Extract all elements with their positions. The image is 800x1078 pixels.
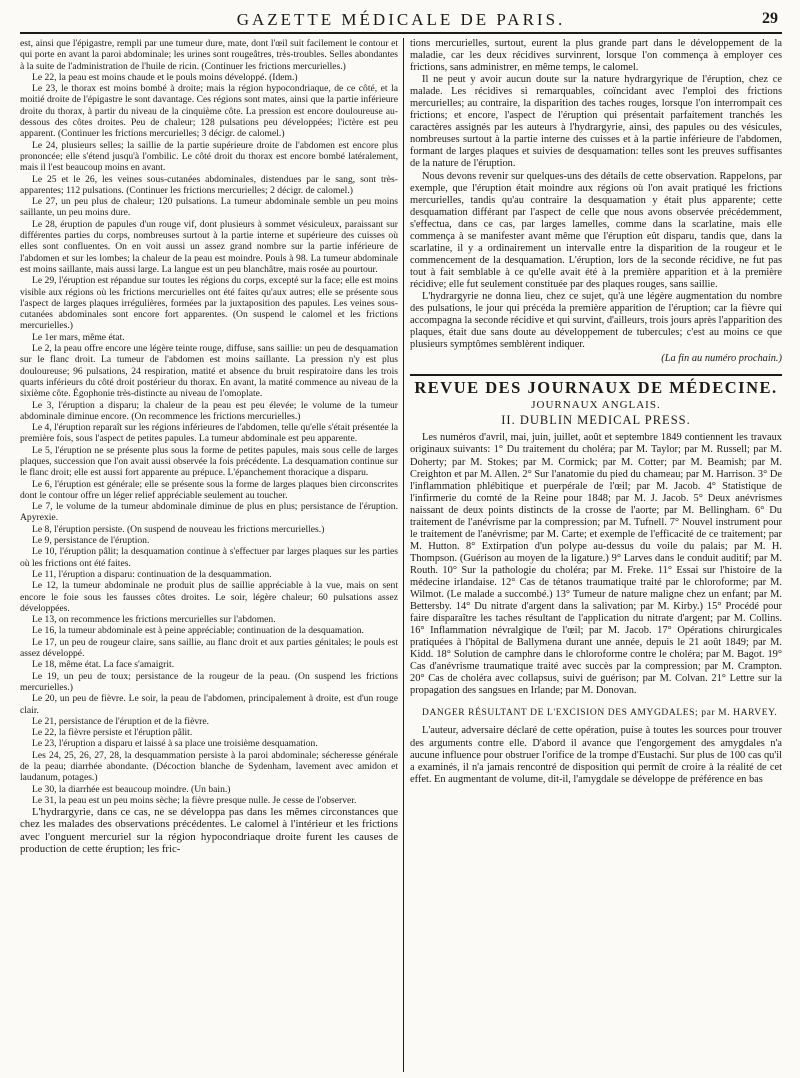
paragraph: L'hydrargyrie, dans ce cas, ne se développa pas dans les mêmes circonstances que chez les malades des observations précédentes. Le calomel à l'intérieur et les frictions avec l'onguent mercuriel sur la région hypocondriaque droite furent les causes de production de cette éruption; les fric- bbox=[20, 806, 398, 856]
paragraph: est, ainsi que l'épigastre, rempli par une tumeur dure, mate, dont l'œil suit facilement le contour et qui porte en avant la paroi abdominale; les urines sont rougeâtres, très-troubles. Selles abondantes à la suite de l'administration de l'huile de ricin. (Continuer les frictions mercurielles.) bbox=[20, 38, 398, 72]
right-column-body bbox=[410, 38, 782, 351]
left-column bbox=[20, 38, 398, 1074]
paragraph: Le 29, l'éruption est répandue sur toutes les régions du corps, excepté sur la face; elle est moins visible aux régions où les frictions mercurielles ont été faites qu'aux autres; elle se présente sous l'aspect de larges plaques irrégulières, formées par la juxtaposition des papules. Les veines sous-cutanées abdominales sont encore fort apparentes. (On suspend le calomel et les frictions mercurielles.) bbox=[20, 275, 398, 332]
journal-title: II. DUBLIN MEDICAL PRESS. bbox=[501, 413, 691, 428]
paragraph: Le 18, même état. La face s'amaigrit. bbox=[32, 659, 175, 671]
paragraph: Le 23, le thorax est moins bombé à droite; mais la région hypocondriaque, de ce côté, et la moitié droite de l'épigastre le sont davantage. Ces régions sont mates, ainsi que la partie inférieure droite du thorax, à partir du niveau de la cinquième côte. La pression est encore douloureuse au-dessous des côtes droites. Peu de chaleur; 128 pulsations peu développées; l'ictère est peu apparent. (Continuer les frictions mercurielles; 3 décigr. de calomel.) bbox=[20, 83, 398, 140]
page-number: 29 bbox=[762, 10, 778, 27]
paragraph: Le 28, éruption de papules d'un rouge vif, dont plusieurs à sommet vésiculeux, paraissant sur différentes parties du corps, nombreuses surtout à la partie interne et supérieure des cuisses où elles sont confluentes. On en voit aussi un assez grand nombre sur la partie inférieure de l'abdomen et sur les lombes; la chaleur de la peau est moindre. Pouls à 98. La tumeur abdominale est moins saillante, mais aussi large. La langue est un peu blanchâtre, mais rosée au pourtour. bbox=[20, 218, 398, 275]
page-header bbox=[20, 8, 782, 34]
paragraph: Le 19, un peu de toux; persistance de la rougeur de la peau. (On suspend les frictions mercurielles.) bbox=[20, 670, 398, 693]
paragraph: Les numéros d'avril, mai, juin, juillet, août et septembre 1849 contiennent les travaux originaux suivants: 1° Du traitement du choléra; par M. Taylor; par M. Russell; par M. Doherty; par M. Stokes; par M. Cormick; par M. Cotter; par M. Beamish; par M. Creighton et par M. Allen. 2° Sur l'anatomie du pied du chameau; par M. Harrison. 3° De l'inflammation phlébitique et puerpérale de l'œil; par M. Jacob. 4° Statistique de l'infirmerie du comté de la Reine pour 1848; par M. J. Jacob. 5° Deux anévrismes naissant de deux points distincts de la crosse de l'aorte; par M. Bellingham. 6° Du traitement de l'anévrisme par la compression; par M. Tufnell. 7° Nouvel instrument pour le traitement de l'anévrisme; par M. Carte; et exemple de l'efficacité de ce traitement; par M. Hutton. 8° Extirpation d'un polype au-dessus du voile du palais; par M. H. Thompson. (Guérison au moyen de la ligature.) 9° Larves dans le conduit auditif; par M. Routh. 10° Sur la pathologie du choléra; par M. Freke. 11° Essai sur l'histoire de la médecine irlandaise. 12° Cas de tétanos traumatique traité par le chloroforme; par M. Wilmot. (Le malade a succombé.) 13° Tumeur de nature maligne chez un enfant; par M. Bettersby. 14° Du nitrate d'argent dans la salivation; par M. Kirby.) 15° Procédé pour faire disparaître les taches résultant de l'application du nitrate d'argent; par M. Collins. 16° Inflammation névralgique de l'œil; par M. Jacob. 17° Opérations chirurgicales pratiquées à l'hôpital de Ballymena durant une année, depuis le 21 août 1849; par M. Kidd. 18° Solution de camphre dans le chloroforme contre le choléra; par M. Bagot. 19° Cas d'anévrisme traumatique traité avec succès par la compression; par M. Crampton. 20° Cas de choléra avec collapsus, suivi de guérison; par M. Colvan. 21° Lettre sur la propagation des sangsues en Irlande; par M. Donovan. bbox=[410, 432, 782, 697]
paragraph: Le 9, persistance de l'éruption. bbox=[32, 535, 150, 547]
right-column bbox=[410, 38, 782, 1074]
review-subtitle: JOURNAUX ANGLAIS. bbox=[531, 399, 661, 412]
paragraph: Le 16, la tumeur abdominale est à peine appréciable; continuation de la desquamation. bbox=[32, 625, 364, 637]
paragraph: tions mercurielles, surtout, eurent la plus grande part dans le développement de la maladie, car les deux récidives survinrent, lorsque l'on commença à employer ces frictions, sans administrer, en même temps, le calomel. bbox=[410, 38, 782, 74]
paragraph: Le 17, un peu de rougeur claire, sans saillie, au flanc droit et aux parties génitales; le pouls est assez développé. bbox=[20, 636, 398, 660]
paragraph: Le 13, on recommence les frictions mercurielles sur l'abdomen. bbox=[32, 614, 276, 626]
paragraph: Le 22, la peau est moins chaude et le pouls moins développé. (Idem.) bbox=[32, 71, 298, 83]
paragraph: Le 1er mars, même état. bbox=[32, 331, 125, 343]
paragraph: Le 12, la tumeur abdominale ne produit plus de saillie appréciable à la vue, mais on sent encore le foie sous les fausses côtes droites. Le soir, légère chaleur; 60 pulsations assez développées. bbox=[20, 580, 398, 614]
continuation-note: (La fin au numéro prochain.) bbox=[661, 353, 782, 365]
paragraph: Le 31, la peau est un peu moins sèche; la fièvre presque nulle. Je cesse de l'observer. bbox=[32, 794, 357, 806]
paragraph: Le 23, l'éruption a disparu et laissé à sa place une troisième desquamation. bbox=[32, 738, 318, 750]
paragraph: Le 20, un peu de fièvre. Le soir, la peau de l'abdomen, principalement à droite, est d'un rouge clair. bbox=[20, 693, 398, 716]
review-title: REVUE DES JOURNAUX DE MÉDECINE. bbox=[414, 378, 778, 398]
article-title: DANGER RÉSULTANT DE L'EXCISION DES AMYGDALES; par M. HARVEY. bbox=[422, 708, 778, 719]
paragraph: Le 25 et le 26, les veines sous-cutanées abdominales, distendues par le sang, sont très-apparentes; 112 pulsations. (Continuer les frictions mercurielles; 2 décigr. de calomel.) bbox=[20, 173, 398, 196]
paragraph: Le 2, la peau offre encore une légère teinte rouge, diffuse, sans saillie: un peu de desquamation sur le flanc droit. La tumeur de l'abdomen est moins saillante. La pression n'y est plus douloureuse; 96 pulsations, 24 respiration, matité et absence du bruit respiratoire dans les trois quarts inférieurs du côté droit postérieur du thorax. En avant, la matité commence au niveau de la sixième côte. Égophonie très-distincte au niveau de l'omoplate. bbox=[20, 343, 398, 400]
paragraph: Le 11, l'éruption a disparu: continuation de la desquammation. bbox=[32, 568, 272, 580]
paragraph: Le 27, un peu plus de chaleur; 120 pulsations. La tumeur abdominale semble un peu moins saillante, un peu moins dure. bbox=[20, 196, 398, 219]
section-separator bbox=[410, 374, 782, 376]
paragraph: Le 30, la diarrhée est beaucoup moindre. (Un bain.) bbox=[32, 783, 231, 795]
paragraph: Le 10, l'éruption pâlit; la desquamation continue à s'effectuer par larges plaques sur les parties où les frictions ont été faites. bbox=[20, 546, 398, 569]
article-body bbox=[410, 725, 782, 785]
paragraph: Le 4, l'éruption reparaît sur les régions inférieures de l'abdomen, telle qu'elle s'était présentée la première fois, sous l'aspect de petites papules. La tumeur abdominale est peu apparente. bbox=[20, 422, 398, 445]
paragraph: Nous devons revenir sur quelques-uns des détails de cette observation. Rappelons, par exemple, que l'éruption était moindre aux régions où l'on avait pratiqué les frictions mercurielles, tandis qu'au contraire la desquamation y était plus apparente; cette desquamation différant par l'aspect de celle que nous avons observée précédemment, s'effectua, dans ce cas, par larges lamelles, comme dans la scarlatine, mais elle commença à se manifester avant même que l'éruption eût disparu, tandis que, dans la scarlatine, il y a ordinairement un intervalle entre la disparition de la rougeur et le commencement de la desquamation. L'éruption, lors de la seconde récidive, ne fut pas tout à fait semblable à ce qu'elle avait été à la première apparition et à la première récidive; elle fut seulement constituée par des plaques rouges, sans saillie. bbox=[410, 170, 782, 290]
column-divider bbox=[403, 38, 404, 1072]
review-body bbox=[410, 432, 782, 697]
paragraph: Le 5, l'éruption ne se présente plus sous la forme de petites papules, mais sous celle de larges plaques, succession que l'on avait aussi observée la fois précédente. La desquamation continue sur le flanc droit; elle est aussi fort apparente au prépuce. L'épanchement thoracique a disparu. bbox=[20, 444, 398, 479]
paragraph: Le 8, l'éruption persiste. (On suspend de nouveau les frictions mercurielles.) bbox=[32, 523, 325, 535]
paragraph: Le 22, la fièvre persiste et l'éruption pâlit. bbox=[32, 727, 193, 739]
paragraph: Le 7, le volume de la tumeur abdominale diminue de plus en plus; persistance de l'éruption. Apyrexie. bbox=[20, 501, 398, 524]
paragraph: L'auteur, adversaire déclaré de cette opération, puise à toutes les sources pour trouver des arguments contre elle. D'abord il avance que l'engorgement des amygdales n'a aucune influence pour obstruer l'orifice de la trompe d'Eustachi. Sur plus de 100 cas qu'il a examinés, il n'a jamais rencontré de disposition qui permît de croire à la réalité de cet effet. En augmentant de volume, dit-il, l'amygdale se développe de préférence en bas bbox=[410, 725, 782, 785]
running-title: GAZETTE MÉDICALE DE PARIS. bbox=[236, 10, 566, 29]
paragraph: Il ne peut y avoir aucun doute sur la nature hydrargyrique de l'éruption, chez ce malade. Les récidives si remarquables, coïncidant avec l'emploi des frictions mercurielles; au contraire, la disparition des taches rouges, lorsque l'on interrompait ces frictions; et encore, l'aspect de l'éruption qui présentait parfaitement tranchés les caractères assignés par les auteurs à l'hydrargyrie, ainsi, des papules ou des vésicules, nombreuses surtout à la partie interne des cuisses et à la partie inférieure de l'abdomen, formant de larges plaques et suivies de desquamation: telles sont les preuves suffisantes de la nature de l'éruption. bbox=[410, 74, 782, 170]
paragraph: Le 6, l'éruption est générale; elle se présente sous la forme de larges plaques bien circonscrites dont le contour offre un léger relief appréciable seulement au toucher. bbox=[20, 478, 398, 501]
paragraph: Le 21, persistance de l'éruption et de la fièvre. bbox=[32, 715, 210, 727]
paragraph: Le 3, l'éruption a disparu; la chaleur de la peau est peu élevée; le volume de la tumeur abdominale diminue encore. (On recommence les frictions mercurielles.) bbox=[20, 399, 398, 422]
paragraph: Les 24, 25, 26, 27, 28, la desquammation persiste à la paroi abdominale; sécheresse générale de la peau; diarrhée abondante. (Décoction blanche de Sydenham, lavement avec amidon et laudanum, potages.) bbox=[20, 749, 398, 784]
paragraph: Le 24, plusieurs selles; la saillie de la partie supérieure droite de l'abdomen est encore plus prononcée; elle s'étend jusqu'à l'ombilic. Le côté droit du thorax est encore bombé latéralement, mais il l'est beaucoup moins en avant. bbox=[20, 139, 398, 174]
paragraph: L'hydrargyrie ne donna lieu, chez ce sujet, qu'à une légère augmentation du nombre des pulsations, le jour qui précéda la première apparition de l'éruption; car la fièvre qui accompagna la seconde récidive et qui survint, d'ailleurs, trois jours après l'apparition des plaques, était due sans doute au développement de tubercules; c'est au moins ce que plusieurs symptômes semblèrent indiquer. bbox=[410, 290, 782, 351]
